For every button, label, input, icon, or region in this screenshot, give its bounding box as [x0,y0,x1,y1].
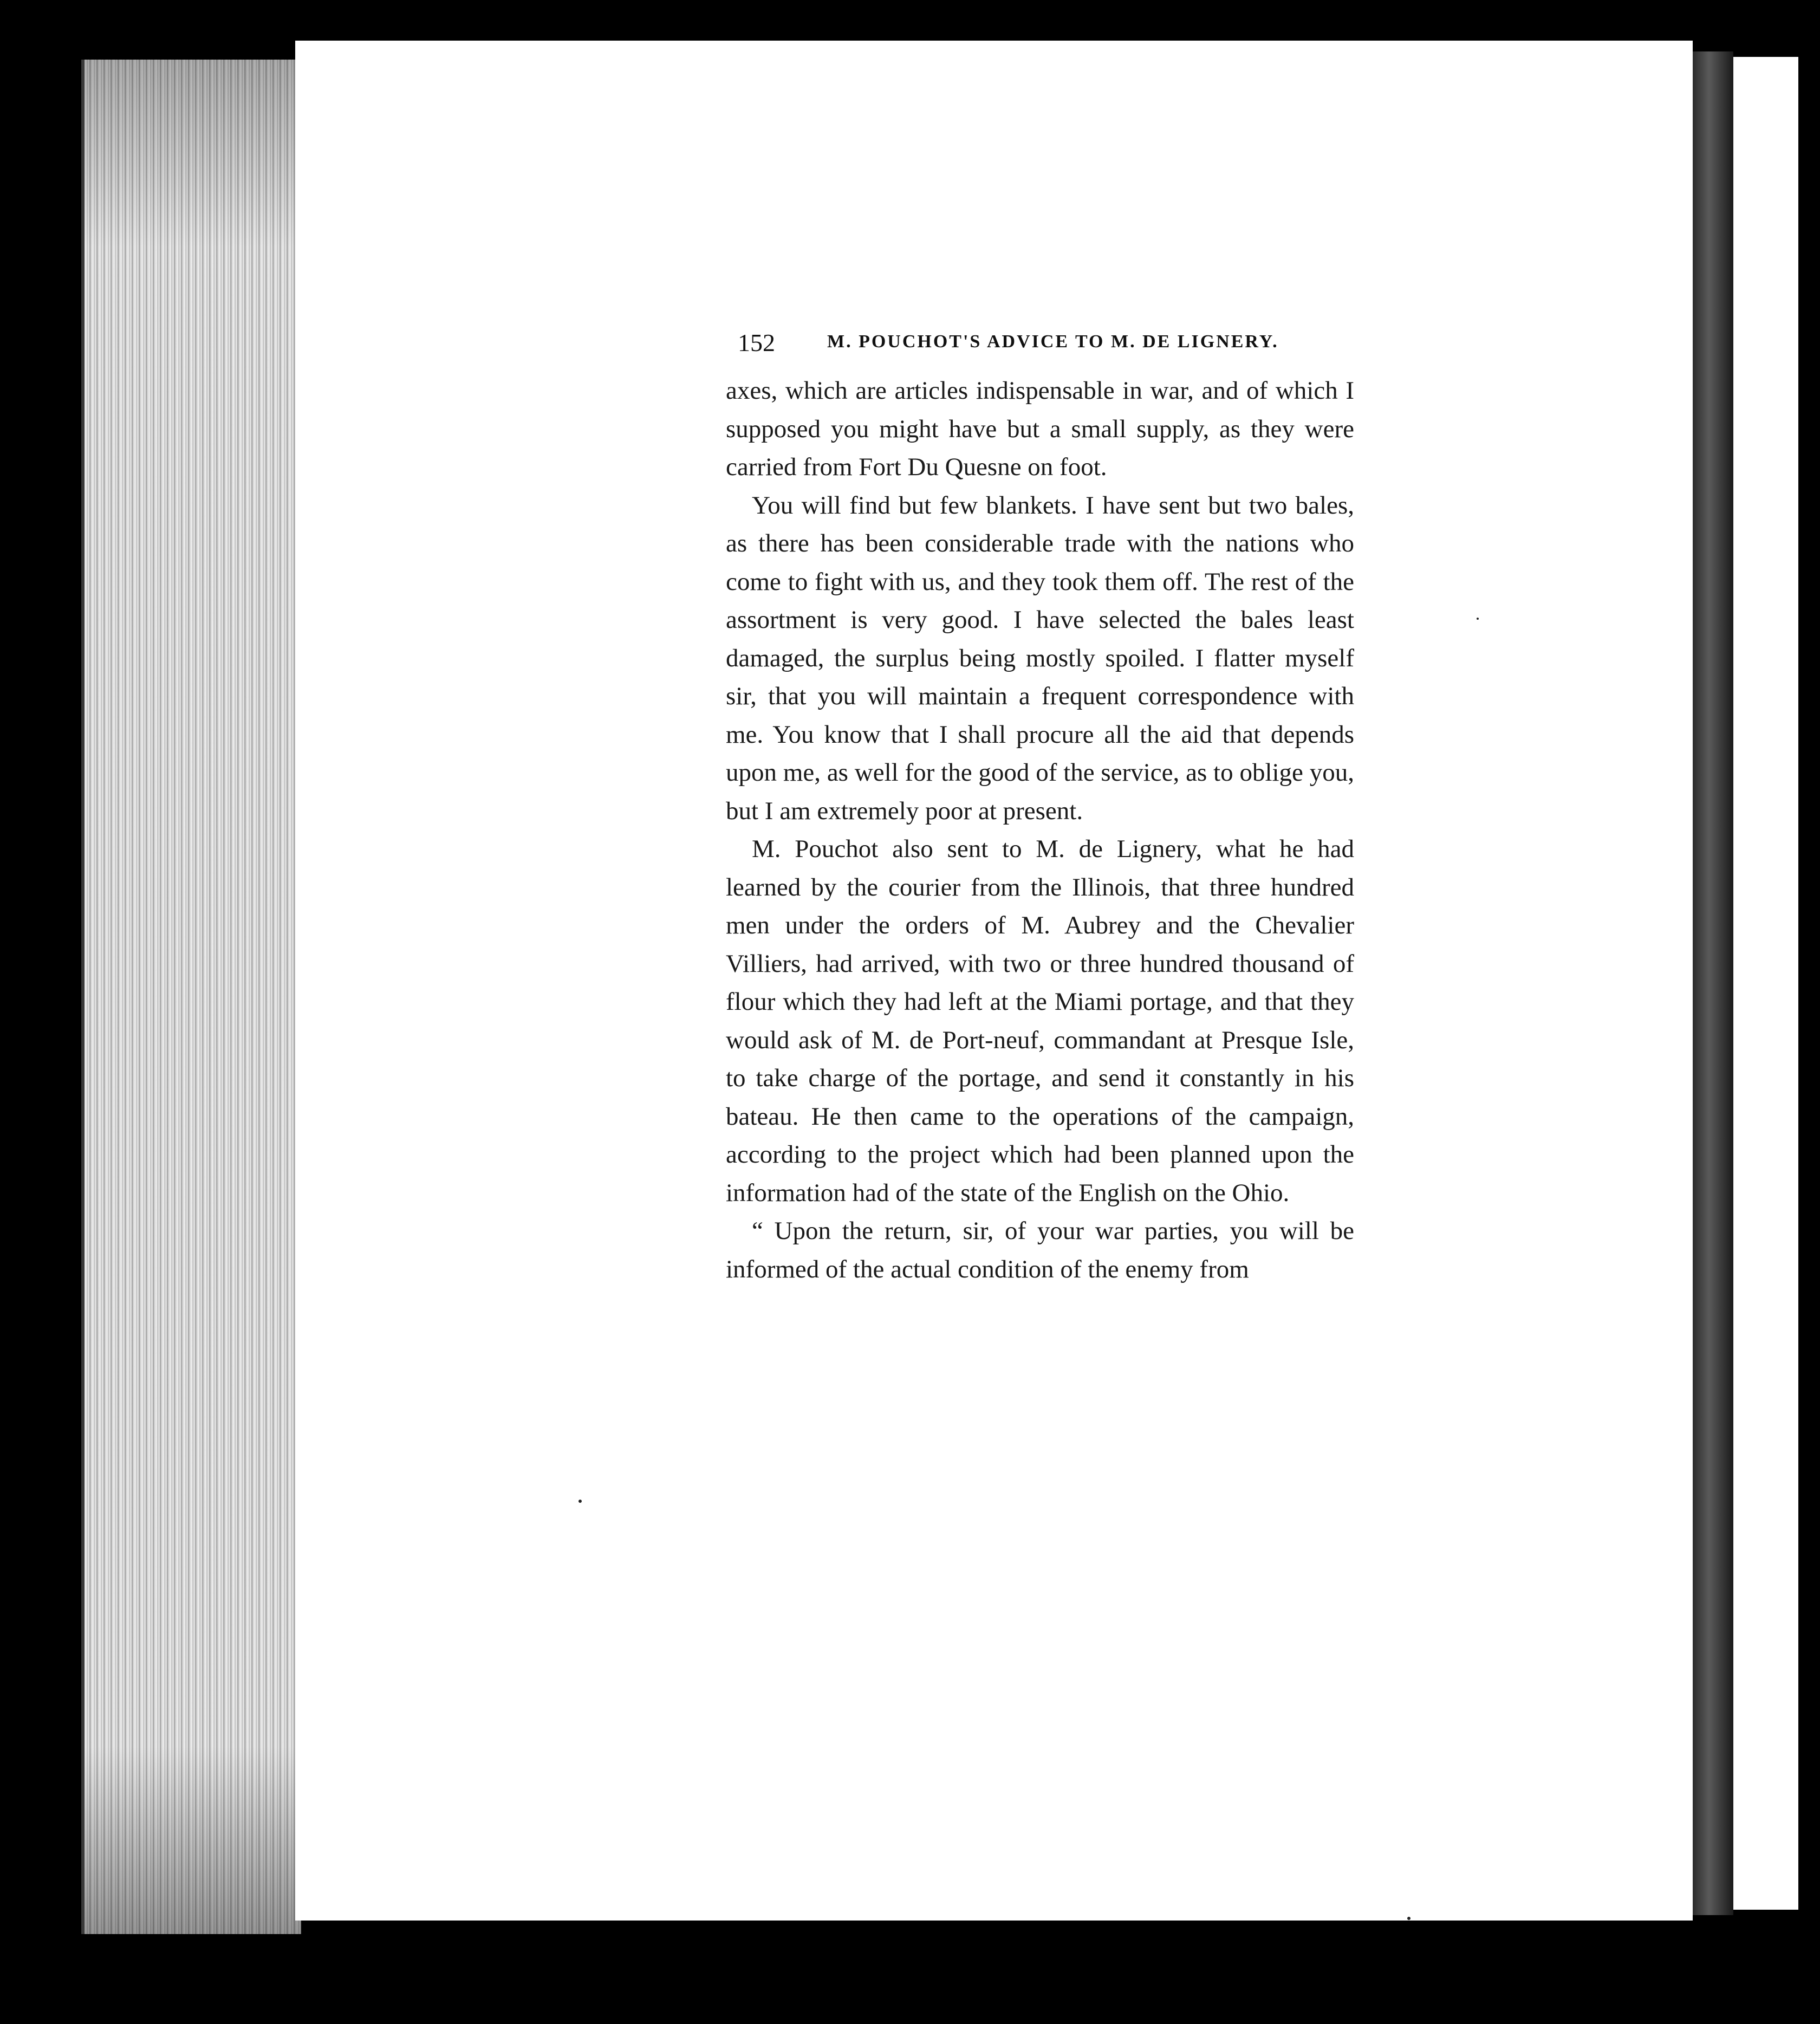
body-text [726,372,1354,1288]
speck [1477,618,1479,620]
paragraph: “ Upon the return, sir, of your war parties, you will be informed of the actual condition of the enemy from [726,1217,1354,1283]
speck [578,1500,582,1503]
binding-shadow [1693,51,1733,1915]
running-head: M. POUCHOT'S ADVICE TO M. DE LIGNERY. [827,332,1279,352]
page-number: 152 [738,329,775,356]
facing-page-edge [1733,57,1798,1910]
speck [1407,1917,1410,1920]
paragraph: M. Pouchot also sent to M. de Lignery, what he had learned by the courier from the Illinois, that three hundred men under the orders of M. Aubrey and the Chevalier Villiers, had arrived, with two or three hundred thousand of flour which they had left at the Miami portage, and that they would ask of M. de Port-neuf, commandant at Presque Isle, to take charge of the portage, and send it constantly in his bateau. He then came to the operations of the campaign, according to the project which had been planned upon the information had of the state of the English on the Ohio. [726,835,1354,1207]
paragraph: axes, which are articles indispensable in war, and of which I supposed you might have but a small supply, as they were carried from Fort Du Quesne on foot. [726,377,1354,481]
page-header [738,328,1279,361]
page-edges [81,60,301,1934]
paragraph: You will find but few blankets. I have sent but two bales, as there has been considerable trade with the nations who come to fight with us, and they took them off. The rest of the assortment is very good. I have selected the bales least damaged, the surplus being mostly spoiled. I flatter myself sir, that you will maintain a frequent correspondence with me. You know that I shall procure all the aid that depends upon me, as well for the good of the service, as to oblige you, but I am extremely poor at present. [726,491,1354,825]
